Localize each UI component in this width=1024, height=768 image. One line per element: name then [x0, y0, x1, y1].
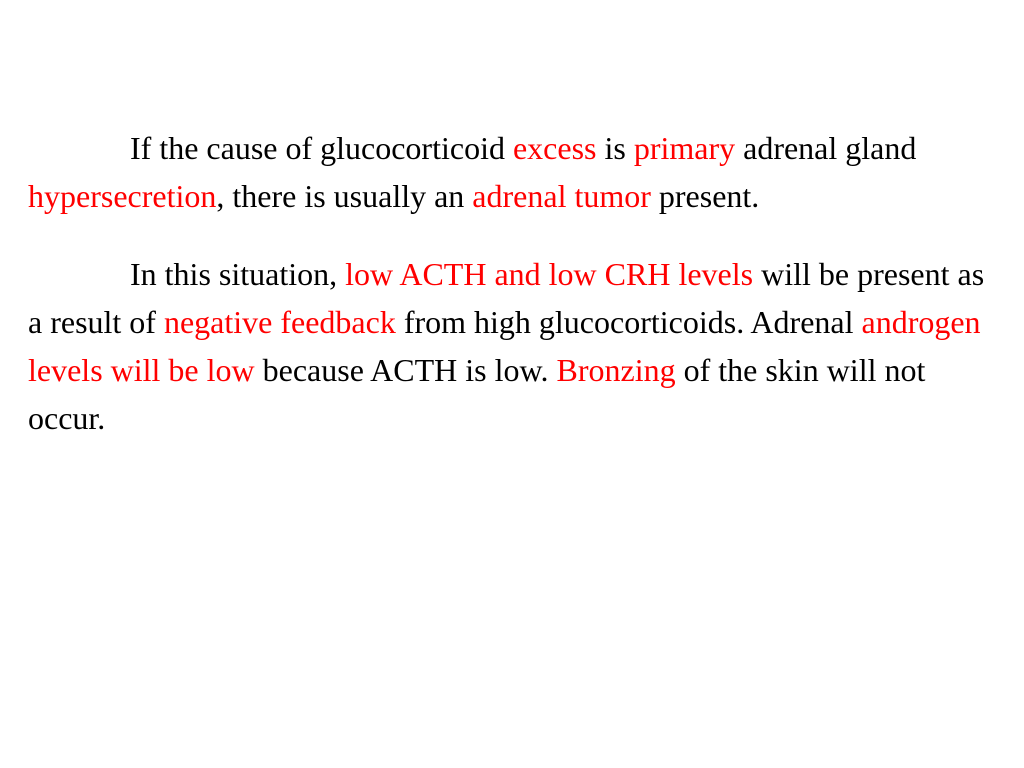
text-segment: present.	[650, 178, 760, 214]
text-segment: of the skin will not occur.	[28, 352, 926, 436]
text-segment: because ACTH is low.	[254, 352, 557, 388]
text-segment: If the cause of glucocorticoid	[130, 130, 513, 166]
highlight-hypersecretion: hypersecretion	[28, 178, 217, 214]
paragraph-situation	[28, 250, 988, 442]
text-segment: , there is usually an	[216, 178, 473, 214]
highlight-low-acth-crh: low ACTH and low CRH levels	[345, 256, 754, 292]
highlight-excess: excess	[512, 130, 597, 166]
highlight-androgen-low: androgen levels will be low	[28, 304, 981, 388]
text-segment: In this situation,	[130, 256, 346, 292]
highlight-bronzing: Bronzing	[556, 352, 676, 388]
highlight-adrenal-tumor: adrenal tumor	[472, 178, 651, 214]
text-segment: adrenal gland	[735, 130, 917, 166]
slide-body	[28, 124, 988, 442]
paragraph-primary-cause	[28, 124, 988, 220]
text-segment: will be present as a result of	[28, 256, 985, 340]
highlight-primary: primary	[633, 130, 736, 166]
text-segment: from high glucocorticoids. Adrenal	[395, 304, 862, 340]
highlight-negative-feedback: negative feedback	[163, 304, 396, 340]
text-segment: is	[596, 130, 634, 166]
